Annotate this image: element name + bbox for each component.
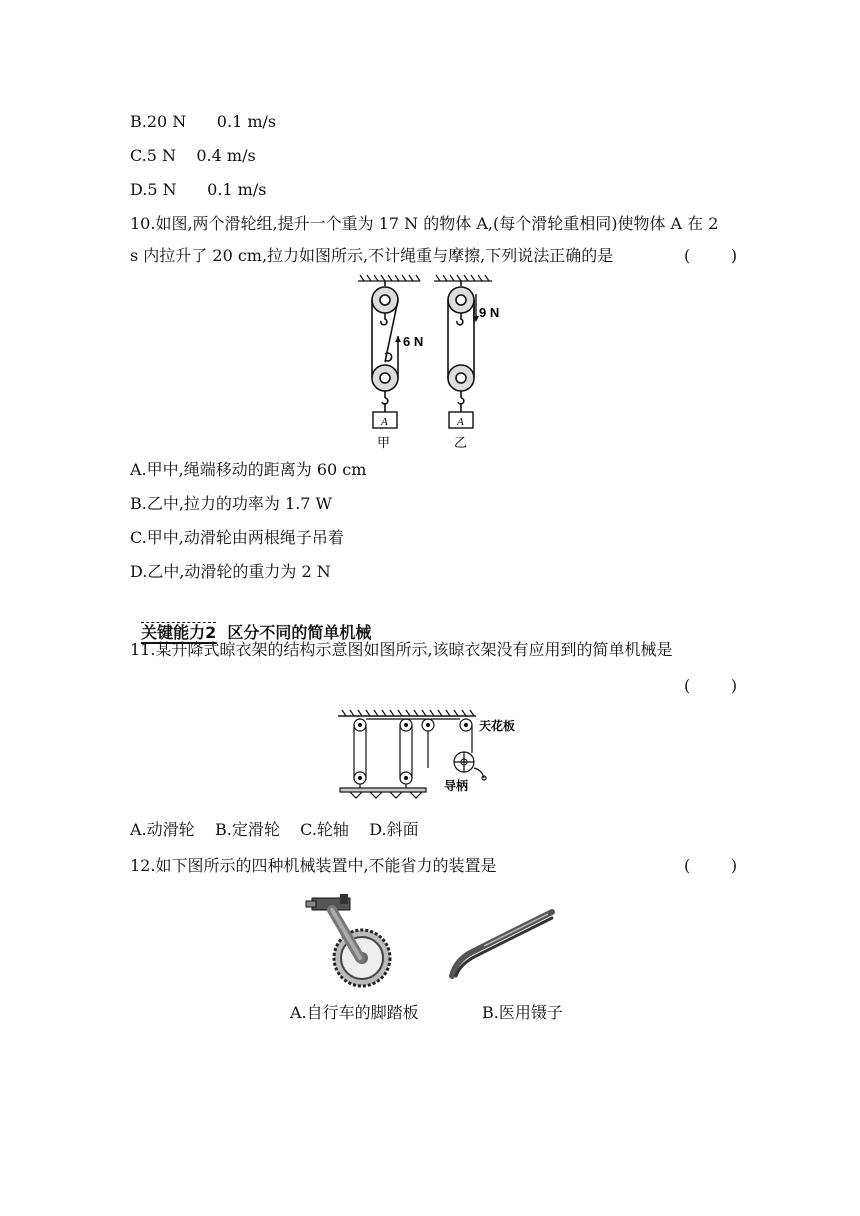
q10-stem-line1: 10.如图,两个滑轮组,提升一个重为 17 N 的物体 A,(每个滑轮重相同)使物体 A 在 2 <box>130 214 719 233</box>
bicycle-pedal-image <box>300 892 400 988</box>
q9-option-b: B.20 N 0.1 m/s <box>130 112 277 131</box>
q11-options: A.动滑轮 B.定滑轮 C.轮轴 D.斜面 <box>130 820 419 839</box>
q10-option-b: B.乙中,拉力的功率为 1.7 W <box>130 494 332 513</box>
ceiling-label: 天花板 <box>479 719 516 733</box>
block-a-right: A <box>457 416 464 428</box>
caption-yi: 乙 <box>454 436 468 451</box>
q9-option-d: D.5 N 0.1 m/s <box>130 180 267 199</box>
caption-bicycle-pedal: A.自行车的脚踏板 <box>290 1003 419 1022</box>
ceiling-left <box>358 275 420 281</box>
medical-tweezers-image <box>444 906 556 982</box>
block-a-left: A <box>381 416 388 428</box>
q10-option-a: A.甲中,绳端移动的距离为 60 cm <box>130 460 367 479</box>
q12-answer-paren: ( ) <box>684 856 738 875</box>
caption-jia: 甲 <box>377 436 391 451</box>
q11-stem: 11.某升降式晾衣架的结构示意图如图所示,该晾衣架没有应用到的简单机械是 <box>130 640 673 659</box>
force-left-label: 6 N <box>403 334 424 349</box>
section-heading <box>130 600 371 644</box>
q11-clothes-rack-figure <box>336 708 536 808</box>
arrow-up-icon <box>395 336 401 342</box>
handle-label: 导柄 <box>444 779 469 793</box>
q11-answer-paren: ( ) <box>684 676 738 695</box>
q10-answer-paren: ( ) <box>684 246 738 265</box>
q10-option-d: D.乙中,动滑轮的重力为 2 N <box>130 562 331 581</box>
ceiling-right <box>434 275 492 281</box>
q10-pulley-figure <box>350 272 520 452</box>
q12-stem: 12.如下图所示的四种机械装置中,不能省力的装置是 <box>130 856 497 875</box>
caption-tweezers: B.医用镊子 <box>482 1003 563 1022</box>
q9-option-c: C.5 N 0.4 m/s <box>130 146 256 165</box>
section-title: 区分不同的简单机械 <box>227 623 372 642</box>
section-tag: 关键能力2 <box>141 623 217 642</box>
q10-stem-line2: s 内拉升了 20 cm,拉力如图所示,不计绳重与摩擦,下列说法正确的是 <box>130 246 614 265</box>
force-right-label: 9 N <box>479 305 500 320</box>
q10-option-c: C.甲中,动滑轮由两根绳子吊着 <box>130 528 344 547</box>
